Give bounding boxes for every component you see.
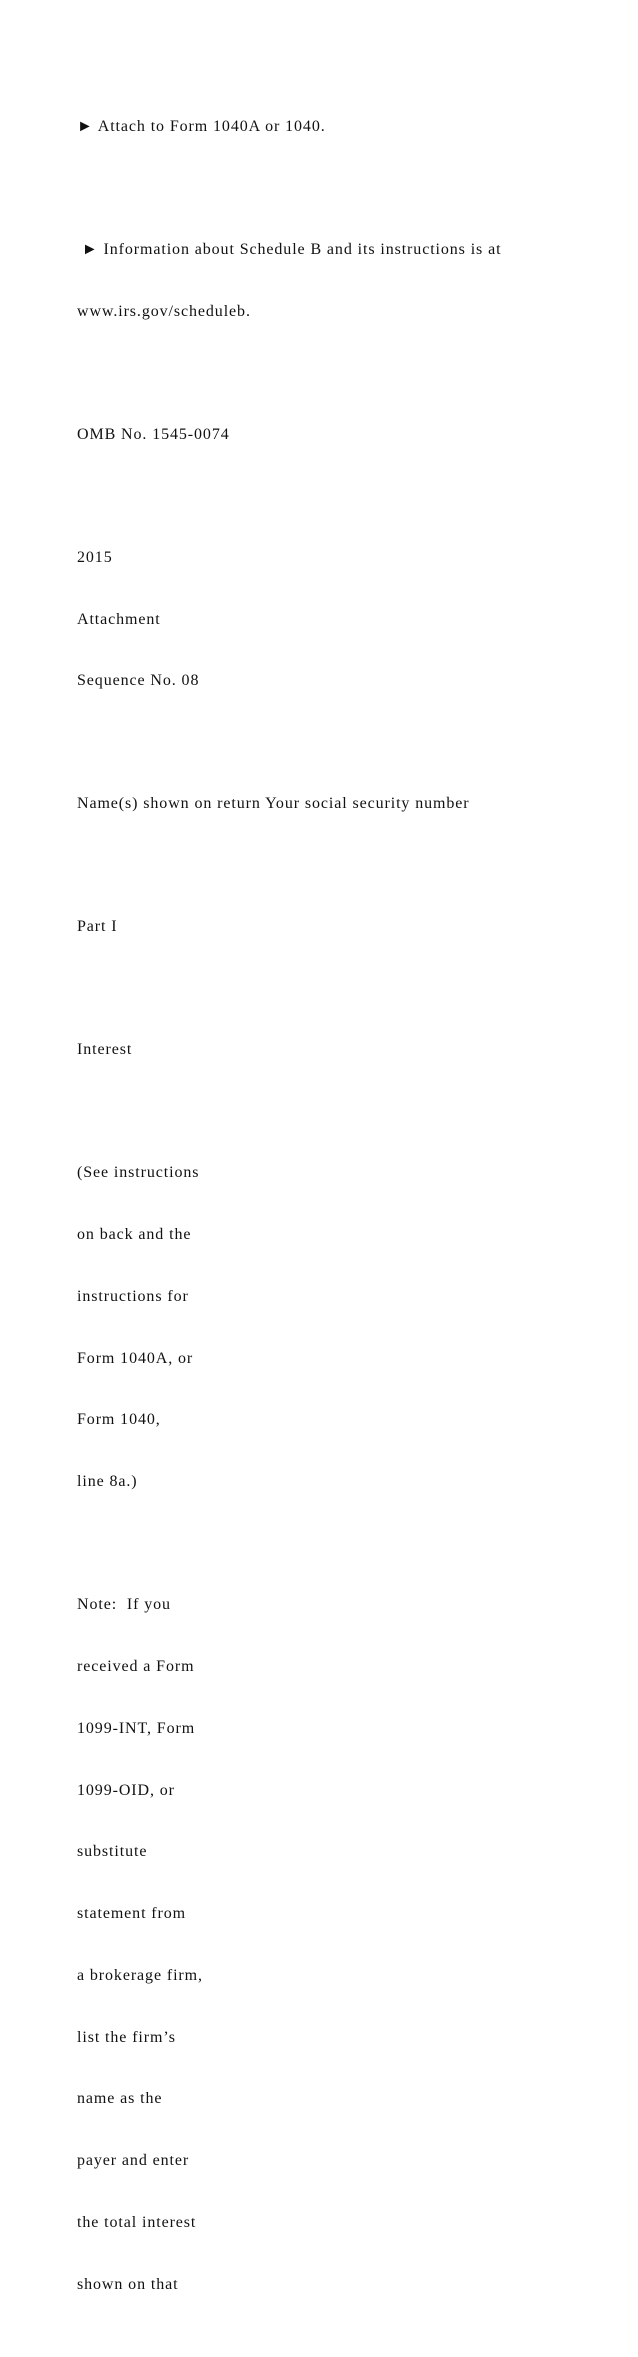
note-line: name as the — [77, 2090, 163, 2108]
part-label — [77, 876, 597, 979]
note-line: Note: If you — [77, 1596, 171, 1614]
omb-line: OMB No. 1545-0074 — [77, 425, 230, 443]
see-instructions-line: Form 1040A, or — [77, 1349, 194, 1367]
name-ssn-header — [77, 753, 597, 856]
note-line: a brokerage firm, — [77, 1966, 203, 1984]
tax-year: 2015 — [77, 548, 113, 566]
info-line-2: www.irs.gov/scheduleb. — [77, 302, 251, 320]
note-line: received a Form — [77, 1657, 195, 1675]
information-note — [77, 199, 597, 364]
note-line: the total interest — [77, 2214, 197, 2231]
attachment-label: Attachment — [77, 610, 161, 628]
attach-line: ► Attach to Form 1040A or 1040. — [77, 118, 326, 136]
omb-number — [77, 384, 597, 487]
see-instructions-line: line 8a.) — [77, 1473, 138, 1491]
see-instructions-line: (See instructions — [77, 1164, 200, 1182]
info-line-1: ► Information about Schedule B and its instructions is at — [77, 241, 502, 259]
note-block — [77, 1554, 597, 2337]
see-instructions-line: on back and the — [77, 1226, 192, 1244]
see-instructions-block — [77, 1122, 597, 1534]
year-attachment-block — [77, 507, 597, 734]
note-line: payer and enter — [77, 2152, 190, 2170]
document-page — [77, 76, 597, 2357]
section-title — [77, 999, 597, 1102]
note-line: shown on that — [77, 2275, 179, 2293]
sequence-number: Sequence No. 08 — [77, 672, 200, 690]
see-instructions-line: instructions for — [77, 1287, 189, 1305]
note-line: statement from — [77, 1905, 187, 1923]
see-instructions-line: Form 1040, — [77, 1411, 161, 1429]
note-line: 1099-INT, Form — [77, 1719, 196, 1737]
part-line: Part I — [77, 918, 118, 936]
attach-instruction — [77, 76, 597, 179]
note-line: 1099-OID, or — [77, 1781, 175, 1799]
note-line: list the firm’s — [77, 2028, 176, 2046]
note-line: substitute — [77, 1843, 148, 1861]
name-ssn-line: Name(s) shown on return Your social security number — [77, 795, 470, 813]
section-line: Interest — [77, 1041, 133, 1059]
